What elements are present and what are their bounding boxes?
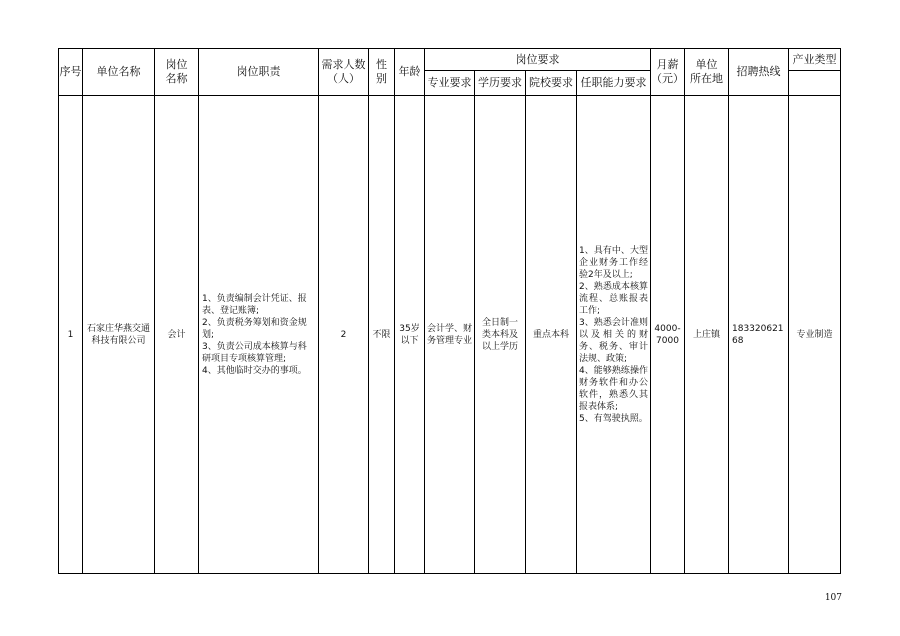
- cell-position-name: 会计: [155, 96, 199, 574]
- cell-age: 35岁 以下: [395, 96, 425, 574]
- cell-hotline: 18332062168: [729, 96, 789, 574]
- header-industry: 产业类型: [789, 49, 841, 71]
- header-school: 院校要求: [526, 71, 577, 96]
- job-table: [58, 48, 841, 574]
- cell-location: 上庄镇: [685, 96, 729, 574]
- cell-gender: 不限: [369, 96, 395, 574]
- header-seq: 序号: [59, 49, 83, 96]
- cell-salary: 4000- 7000: [651, 96, 685, 574]
- header-hotline: 招聘热线: [729, 49, 789, 96]
- cell-company: 石家庄华燕交通科技有限公司: [83, 96, 155, 574]
- header-headcount: 需求人数 （人）: [319, 49, 369, 96]
- header-requirements: 岗位要求: [425, 49, 651, 71]
- header-salary: 月薪 （元）: [651, 49, 685, 96]
- header-education: 学历要求: [475, 71, 526, 96]
- cell-school: 重点本科: [526, 96, 577, 574]
- cell-duties: 1、负责编制会计凭证、报表、登记账簿; 2、负责税务筹划和资金规划; 3、负责公司成本核算与科研项目专项核算管理; 4、其他临时交办的事项。: [199, 96, 319, 574]
- header-major: 专业要求: [425, 71, 475, 96]
- header-gender: 性 别: [369, 49, 395, 96]
- header-duties: 岗位职责: [199, 49, 319, 96]
- header-location: 单位 所在地: [685, 49, 729, 96]
- header-company: 单位名称: [83, 49, 155, 96]
- cell-education: 全日制一类本科及以上学历: [475, 96, 526, 574]
- page-number: 107: [824, 593, 842, 603]
- cell-industry: 专业制造: [789, 96, 841, 574]
- cell-major: 会计学、财务管理专业: [425, 96, 475, 574]
- header-industry-spacer: [789, 71, 841, 96]
- header-position-name: 岗位 名称: [155, 49, 199, 96]
- cell-seq: 1: [59, 96, 83, 574]
- header-ability: 任职能力要求: [577, 71, 651, 96]
- table-row: [59, 96, 841, 574]
- header-age: 年龄: [395, 49, 425, 96]
- cell-ability: 1、具有中、大型企业财务工作经验2年及以上; 2、熟悉成本核算流程、总账报表工作; 3、熟悉会计准则以及相关的财务、税务、审计法规、政策; 4、能够熟练操作财务软件和办公软件，熟悉久其报表体系; 5、有驾驶执照。: [577, 96, 651, 574]
- cell-headcount: 2: [319, 96, 369, 574]
